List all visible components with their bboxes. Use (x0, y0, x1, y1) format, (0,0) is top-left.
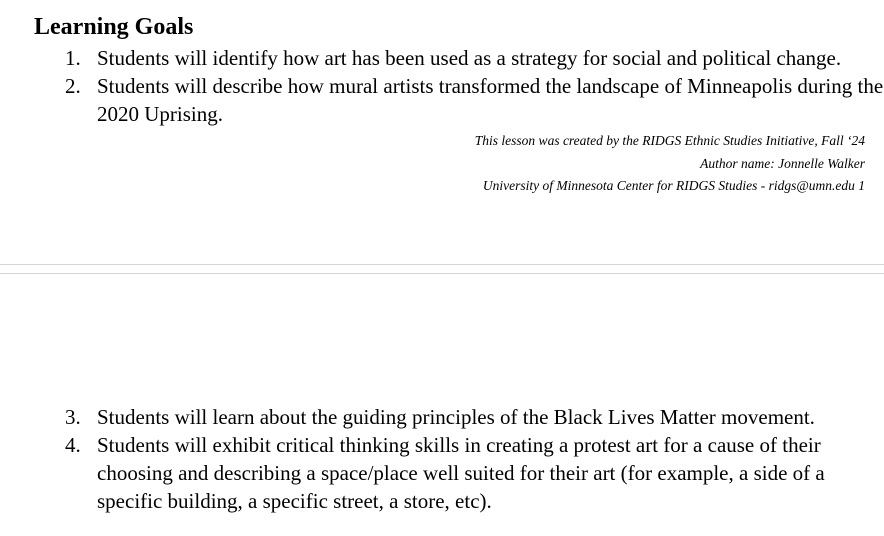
goal-text: Students will learn about the guiding principles of the Black Lives Matter movement. (97, 405, 815, 429)
page-break (0, 264, 884, 274)
footer-contact-line: University of Minnesota Center for RIDGS Studies - ridgs@umn.edu 1 (482, 178, 865, 193)
learning-goal-item (0, 431, 884, 515)
goal-number: 2. (65, 74, 81, 98)
footer-author-line: Author name: Jonnelle Walker (700, 155, 865, 171)
learning-goal-item (0, 44, 884, 72)
goal-number: 3. (65, 405, 81, 429)
learning-goal-item (0, 403, 884, 431)
page-footer (475, 130, 865, 198)
goal-text: Students will describe how mural artists transformed the landscape of Minneapolis during the 2020 Uprising. (97, 74, 884, 126)
learning-goals-list (0, 44, 884, 128)
learning-goals-list-continued (0, 403, 884, 515)
section-heading: Learning Goals (34, 14, 194, 40)
goal-number: 1. (65, 46, 81, 70)
goal-text: Students will identify how art has been used as a strategy for social and political change. (97, 46, 842, 70)
footer-credit-line: This lesson was created by the RIDGS Ethnic Studies Initiative, Fall ‘24 (474, 133, 865, 148)
goal-text: Students will exhibit critical thinking skills in creating a protest art for a cause of their choosing and describing a space/place well suited for their art (for example, a side of a specific building, a specific street, a store, etc). (97, 433, 825, 513)
document-page-1 (0, 0, 884, 264)
goal-number: 4. (65, 433, 81, 457)
learning-goal-item (0, 72, 884, 128)
